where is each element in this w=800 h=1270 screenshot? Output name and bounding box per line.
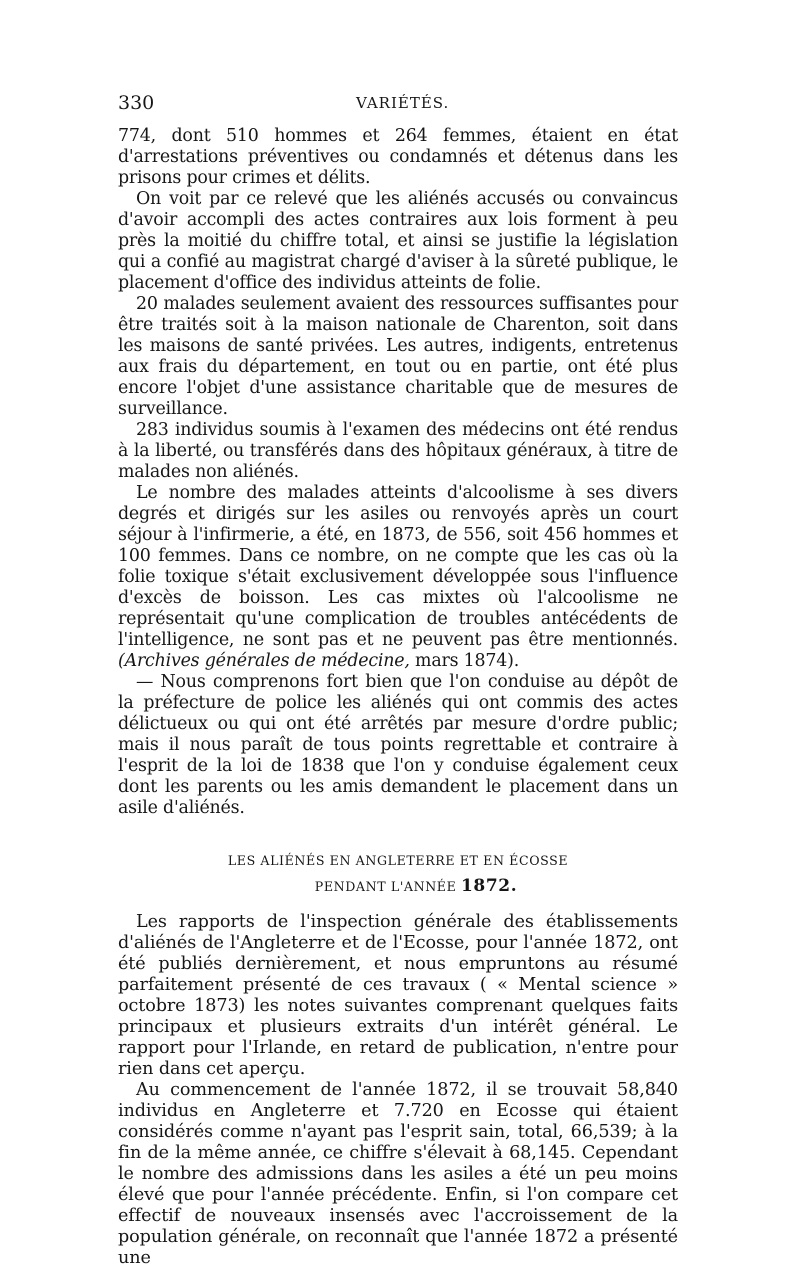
- paragraph-population-figures: Au commencement de l'année 1872, il se trouvait 58,840 individus en Angleterre et 7.720 en Ecosse qui étaient considérés comme n'ayant pas l'esprit sain, total, 66,539; à la fin de la même année, ce chiffre s'élevait à 68,145. Cependant le nombre des admissions dans les asiles a été un peu moins élevé que pour l'année précédente. Enfin, si l'on compare cet effectif de nouveaux insensés avec l'accroissement de la population générale, on reconnaît que l'année 1872 a présenté une: [118, 1080, 678, 1268]
- page-number: 330: [118, 92, 155, 114]
- section-heading-year: 1872.: [461, 876, 518, 896]
- paragraph-alcoholism: [118, 483, 678, 672]
- running-title: VARIÉTÉS.: [356, 94, 450, 112]
- section-heading-line1: LES ALIÉNÉS EN ANGLETERRE ET EN ÉCOSSE: [227, 853, 569, 868]
- running-head: [118, 90, 678, 116]
- body-text-first: [118, 126, 678, 819]
- section-heading-line2: [154, 875, 678, 898]
- paragraph-legislation: On voit par ce relevé que les aliénés accusés ou convaincus d'avoir accompli des actes contraires aux lois forment à peu près la moitié du chiffre total, et ainsi se justifie la législation qui a confié au magistrat chargé d'aviser à la sûreté publique, le placement d'office des individus atteints de folie.: [118, 189, 678, 293]
- paragraph-resources: 20 malades seulement avaient des ressources suffisantes pour être traités soit à la maison nationale de Charenton, soit dans les maisons de santé privées. Les autres, indigents, entretenus aux frais du département, en tout ou en partie, ont été plus encore l'objet d'une assistance charitable que de mesures de surveillance.: [118, 294, 678, 419]
- book-page: [118, 90, 678, 1269]
- citation-source: (Archives générales de médecine,: [118, 651, 410, 671]
- section-heading: [118, 851, 678, 898]
- paragraph-inspection-reports: Les rapports de l'inspection générale des établissements d'aliénés de l'Angleterre et de l'Ecosse, pour l'année 1872, ont été publiés dernièrement, et nous empruntons au résumé parfaitement présenté de ces travaux ( « Mental science » octobre 1873) les notes suivantes comprenant quelques faits principaux et plusieurs extraits d'un intérêt général. Le rapport pour l'Irlande, en retard de publication, n'entre pour rien dans cet aperçu.: [118, 912, 678, 1079]
- body-text-second: [118, 912, 678, 1269]
- citation-date: mars 1874).: [409, 651, 520, 671]
- paragraph-liberated: 283 individus soumis à l'examen des médecins ont été rendus à la liberté, ou transférés dans des hôpitaux généraux, à titre de malades non aliénés.: [118, 420, 678, 482]
- paragraph-depot-prefecture: — Nous comprenons fort bien que l'on conduise au dépôt de la préfecture de police les aliénés qui ont commis des actes délictueux ou qui ont été arrêtés par mesure d'ordre public; mais il nous paraît de tous points regrettable et contraire à l'esprit de la loi de 1838 que l'on y conduise également ceux dont les parents ou les amis demandent le placement dans un asile d'aliénés.: [118, 672, 678, 818]
- alcoholism-text: Le nombre des malades atteints d'alcoolisme à ses divers degrés et dirigés sur les asiles ou renvoyés après un court séjour à l'infirmerie, a été, en 1873, de 556, soit 456 hommes et 100 femmes. Dans ce nombre, on ne compte que les cas où la folie toxique s'était exclusivement développée sous l'influence d'excès de boisson. Les cas mixtes où l'alcoolisme ne représentait qu'une complication de troubles antécédents de l'intelligence, ne sont pas et ne peuvent pas être mentionnés.: [118, 483, 678, 650]
- section-heading-prefix: PENDANT L'ANNÉE: [314, 879, 461, 894]
- paragraph-prison-statistics: 774, dont 510 hommes et 264 femmes, étaient en état d'arrestations préventives ou condamnés et détenus dans les prisons pour crimes et délits.: [118, 126, 678, 188]
